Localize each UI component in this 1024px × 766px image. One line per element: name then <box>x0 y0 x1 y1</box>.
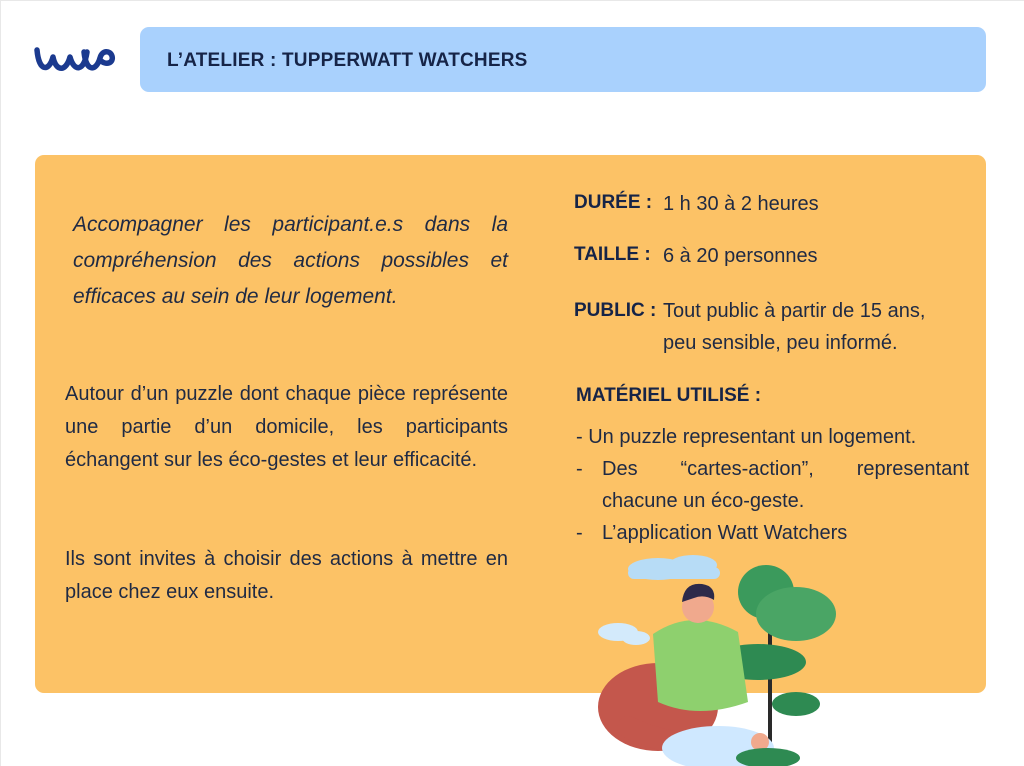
list-item: - L’application Watt Watchers <box>576 517 969 549</box>
description-paragraph: Autour d’un puzzle dont chaque pièce représente une partie d’un domicile, les participants échangent sur les éco-gestes et leur efficacité. <box>65 383 508 471</box>
list-item: - Des “cartes-action”, representant chacune un éco-geste. <box>576 453 969 517</box>
watt-watchers-logo <box>34 46 118 76</box>
cloud-icon <box>628 555 720 580</box>
materials-label: MATÉRIEL UTILISÉ : <box>576 385 762 406</box>
audience-value-line2: peu sensible, peu informé. <box>663 332 898 354</box>
page-title: L’ATELIER : TUPPERWATT WATCHERS <box>167 50 528 71</box>
list-item: - Un puzzle representant un logement. <box>576 426 917 448</box>
invitation-paragraph: Ils sont invites à choisir des actions à mettre en place chez eux ensuite. <box>65 548 508 603</box>
duration-value: 1 h 30 à 2 heures <box>663 193 819 215</box>
cloud-icon <box>598 623 650 645</box>
audience-value-line1: Tout public à partir de 15 ans, <box>663 300 926 322</box>
person-with-tree-illustration <box>598 552 848 766</box>
page-border-top <box>0 0 1024 1</box>
title-bar <box>140 27 986 92</box>
audience-label: PUBLIC : <box>574 300 657 321</box>
duration-label: DURÉE : <box>574 192 653 213</box>
materials-list <box>576 421 969 549</box>
size-value: 6 à 20 personnes <box>663 245 818 267</box>
intro-text: Accompagner les participant.e.s dans la compréhension des actions possibles et efficaces au sein de leur logement. <box>73 213 508 308</box>
size-label: TAILLE : <box>574 244 651 265</box>
page-border-left <box>0 0 1 766</box>
